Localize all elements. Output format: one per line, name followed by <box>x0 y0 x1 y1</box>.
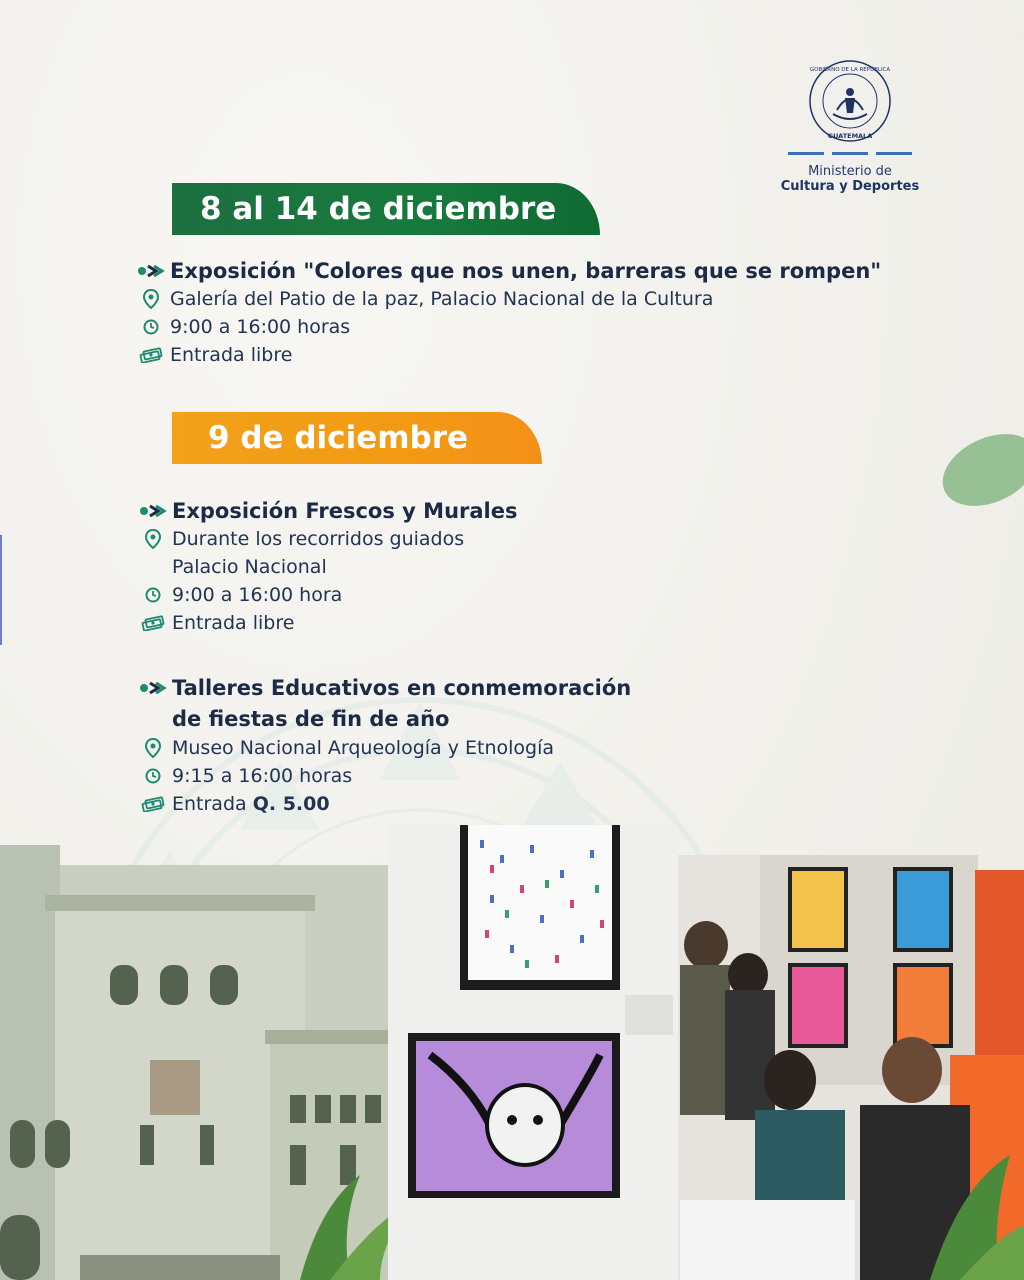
event-talleres <box>138 672 631 818</box>
event-entry-row <box>136 341 881 369</box>
event-title-row <box>136 257 881 285</box>
event-time: 9:15 a 16:00 horas <box>172 765 353 787</box>
logo-cultura-deportes: Cultura y Deportes <box>780 179 920 194</box>
event-time-row <box>136 313 881 341</box>
event-location: Durante los recorridos guiados <box>172 528 465 550</box>
guatemala-seal-icon <box>807 58 893 144</box>
event-time-row <box>138 762 631 790</box>
logo-divider <box>775 152 925 155</box>
event-title: Exposición "Colores que nos unen, barreras que se rompen" <box>170 259 882 283</box>
entry-price: Q. 5.00 <box>252 793 330 815</box>
event-entry: Entrada libre <box>170 344 293 366</box>
event-time: 9:00 a 16:00 horas <box>170 316 351 338</box>
date-banner-1 <box>172 183 600 235</box>
event-frescos <box>138 497 518 637</box>
leaf-decoration <box>930 420 1024 520</box>
palacio-nacional-photo <box>0 845 410 1280</box>
clock-icon <box>136 319 166 335</box>
event-location-row <box>136 285 881 313</box>
clock-icon <box>138 587 168 603</box>
visitors-photo <box>678 855 1024 1280</box>
event-location: Galería del Patio de la paz, Palacio Nacional de la Cultura <box>170 288 714 310</box>
event-entry-row <box>138 790 631 818</box>
arrow-bullet-icon <box>136 263 166 279</box>
logo-ministerio: Ministerio de <box>808 164 892 179</box>
edge-line <box>0 535 2 645</box>
location-pin-icon <box>138 738 168 758</box>
event-title-row <box>138 672 631 703</box>
arrow-bullet-icon <box>138 503 168 519</box>
event-entry-row <box>138 609 518 637</box>
event-colores <box>136 257 881 369</box>
event-location-row <box>138 525 518 553</box>
gallery-paintings-photo <box>388 825 678 1280</box>
seal-bottom-text: GUATEMALA <box>827 132 873 140</box>
event-title: Talleres Educativos en conmemoración <box>172 675 632 700</box>
event-location-row <box>138 734 631 762</box>
date-banner-2-text: 9 de diciembre <box>208 420 469 456</box>
event-title-line2: de fiestas de fin de año <box>172 706 450 731</box>
event-entry: Entrada libre <box>172 612 295 634</box>
location-pin-icon <box>136 289 166 309</box>
clock-icon <box>138 768 168 784</box>
money-icon <box>138 796 168 812</box>
location-pin-icon <box>138 529 168 549</box>
event-time: 9:00 a 16:00 hora <box>172 584 343 606</box>
seal-top-text: GOBIERNO DE LA REPÚBLICA <box>809 67 891 73</box>
event-title-row <box>138 497 518 525</box>
arrow-bullet-icon <box>138 680 168 696</box>
event-location-row-2 <box>138 553 518 581</box>
ministry-logo <box>775 58 925 194</box>
date-banner-1-text: 8 al 14 de diciembre <box>200 191 557 227</box>
money-icon <box>138 615 168 631</box>
photo-collage <box>0 825 1024 1280</box>
event-time-row <box>138 581 518 609</box>
money-icon <box>136 347 166 363</box>
event-location-line2: Palacio Nacional <box>172 556 327 578</box>
event-entry <box>172 793 330 815</box>
date-banner-2 <box>172 412 542 464</box>
event-title-row-2 <box>138 703 631 734</box>
entry-prefix: Entrada <box>172 793 253 815</box>
event-location: Museo Nacional Arqueología y Etnología <box>172 737 555 759</box>
event-title: Exposición Frescos y Murales <box>172 499 518 523</box>
